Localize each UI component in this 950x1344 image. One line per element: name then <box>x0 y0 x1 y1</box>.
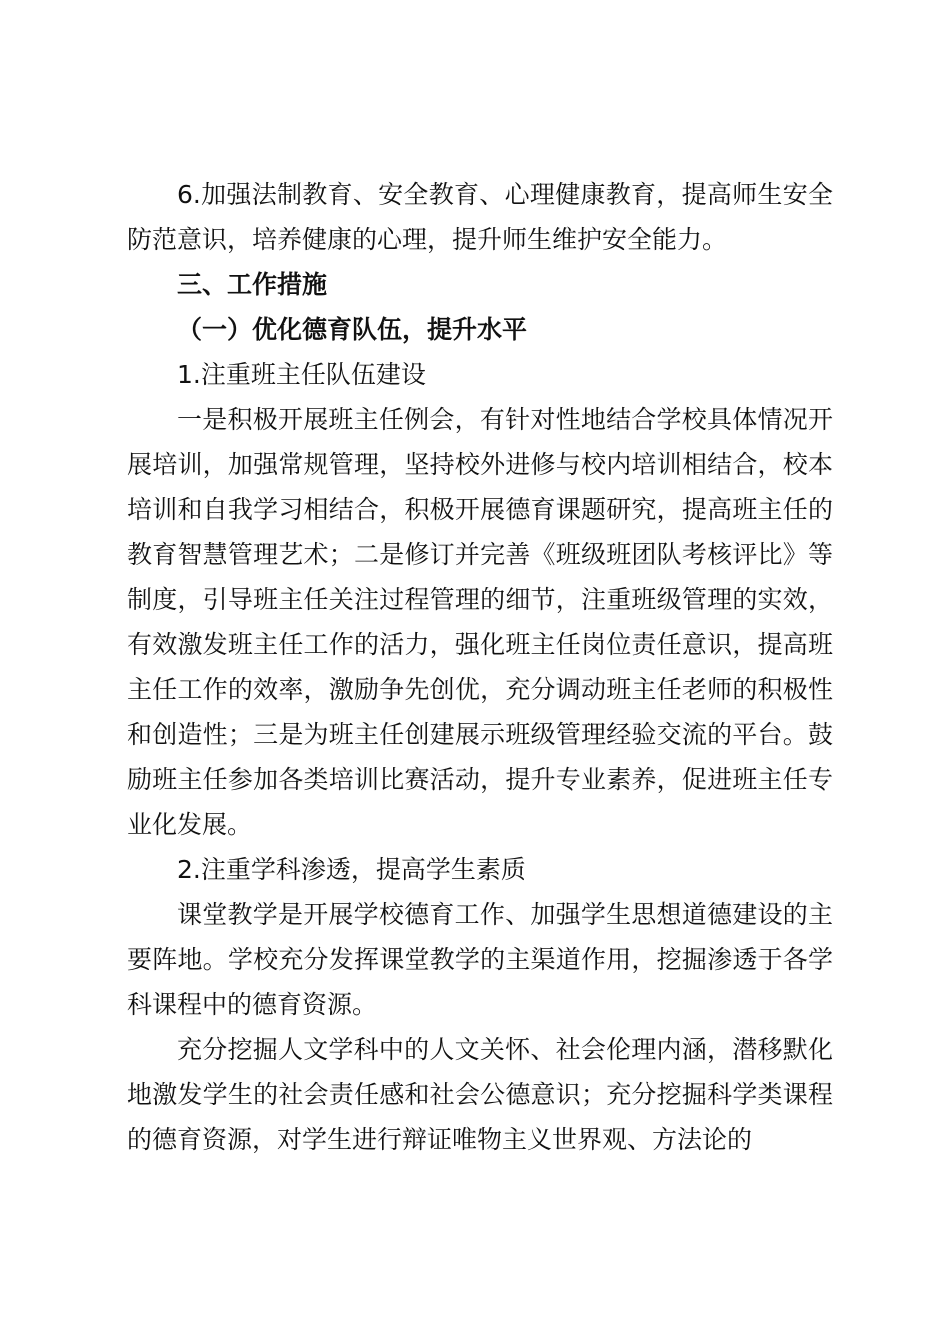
item-heading-subject-penetration: 2.注重学科渗透，提高学生素质 <box>177 855 526 884</box>
paragraph-humanities-resources: 充分挖掘人文学科中的人文关怀、社会伦理内涵，潜移默化地激发学生的社会责任感和社会公德意识；充分挖掘科学类课程的德育资源，对学生进行辩证唯物主义世界观、方法论的 <box>127 1035 833 1154</box>
paragraph-class-teacher-measures: 一是积极开展班主任例会，有针对性地结合学校具体情况开展培训，加强常规管理，坚持校外进修与校内培训相结合，校本培训和自我学习相结合，积极开展德育课题研究，提高班主任的教育智慧管理艺术；二是修订并完善《班级班团队考核评比》等制度，引导班主任关注过程管理的细节，注重班级管理的实效，有效激发班主任工作的活力，强化班主任岗位责任意识，提高班主任工作的效率，激励争先创优，充分调动班主任老师的积极性和创造性；三是为班主任创建展示班级管理经验交流的平台。鼓励班主任参加各类培训比赛活动，提升专业素养，促进班主任专业化发展。 <box>127 405 833 839</box>
subsection-heading-optimize-team: （一）优化德育队伍，提升水平 <box>177 315 528 344</box>
document-body <box>127 172 833 1162</box>
paragraph-classroom-teaching: 课堂教学是开展学校德育工作、加强学生思想道德建设的主要阵地。学校充分发挥课堂教学的主渠道作用，挖掘渗透于各学科课程中的德育资源。 <box>127 900 833 1019</box>
section-heading-work-measures: 三、工作措施 <box>177 270 328 299</box>
item-heading-class-teacher-team: 1.注重班主任队伍建设 <box>177 360 426 389</box>
paragraph-safety-education: 6.加强法制教育、安全教育、心理健康教育，提高师生安全防范意识，培养健康的心理，提升师生维护安全能力。 <box>127 180 833 254</box>
